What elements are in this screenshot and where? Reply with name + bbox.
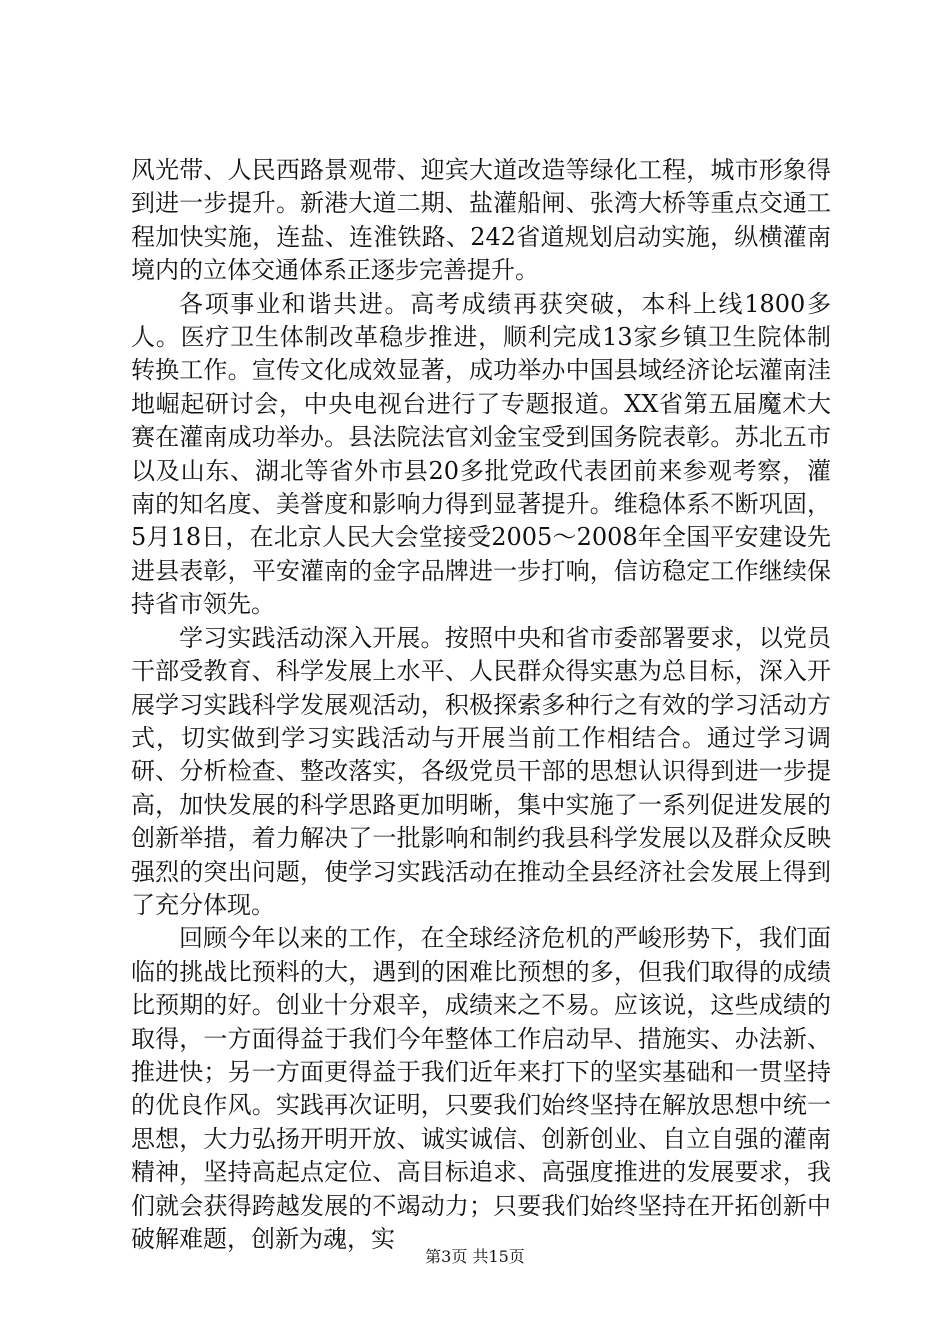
paragraph-1: 风光带、人民西路景观带、迎宾大道改造等绿化工程，城市形象得到进一步提升。新港大道二期、盐灌船闸、张湾大桥等重点交通工程加快实施，连盐、连淮铁路、242省道规划启动实施，纵横灌南境内的立体交通体系正逐步完善提升。 xyxy=(131,156,831,285)
paragraph-2: 各项事业和谐共进。高考成绩再获突破，本科上线1800多人。医疗卫生体制改革稳步推进，顺利完成13家乡镇卫生院体制转换工作。宣传文化成效显著，成功举办中国县域经济论坛灌南洼地崛起研讨会，中央电视台进行了专题报道。XX省第五届魔术大赛在灌南成功举办。县法院法官刘金宝受到国务院表彰。苏北五市以及山东、湖北等省外市县20多批党政代表团前来参观考察，灌南的知名度、美誉度和影响力得到显著提升。维稳体系不断巩固，5月18日，在北京人民大会堂接受2005～2008年全国平安建设先进县表彰，平安灌南的金字品牌进一步打响，信访稳定工作继续保持省市领先。 xyxy=(131,289,831,619)
paragraph-4: 回顾今年以来的工作，在全球经济危机的严峻形势下，我们面临的挑战比预料的大，遇到的困难比预想的多，但我们取得的成绩比预期的好。创业十分艰辛，成绩来之不易。应该说，这些成绩的取得，一方面得益于我们今年整体工作启动早、措施实、办法新、推进快；另一方面更得益于我们近年来打下的坚实基础和一贯坚持的优良作风。实践再次证明，只要我们始终坚持在解放思想中统一思想，大力弘扬开明开放、诚实诚信、创新创业、自立自强的灌南精神，坚持高起点定位、高目标追求、高强度推进的发展要求，我们就会获得跨越发展的不竭动力；只要我们始终坚持在开拓创新中破解难题，创新为魂，实 xyxy=(131,924,831,1253)
page-number-footer: 第3页 共15页 xyxy=(425,1247,525,1266)
document-body xyxy=(131,154,831,1256)
paragraph-3: 学习实践活动深入开展。按照中央和省市委部署要求，以党员干部受教育、科学发展上水平、人民群众得实惠为总目标，深入开展学习实践科学发展观活动，积极探索多种行之有效的学习活动方式，切实做到学习实践活动与开展当前工作相结合。通过学习调研、分析检查、整改落实，各级党员干部的思想认识得到进一步提高，加快发展的科学思路更加明晰，集中实施了一系列促进发展的创新举措，着力解决了一批影响和制约我县科学发展以及群众反映强烈的突出问题，使学习实践活动在推动全县经济社会发展上得到了充分体现。 xyxy=(131,623,831,919)
